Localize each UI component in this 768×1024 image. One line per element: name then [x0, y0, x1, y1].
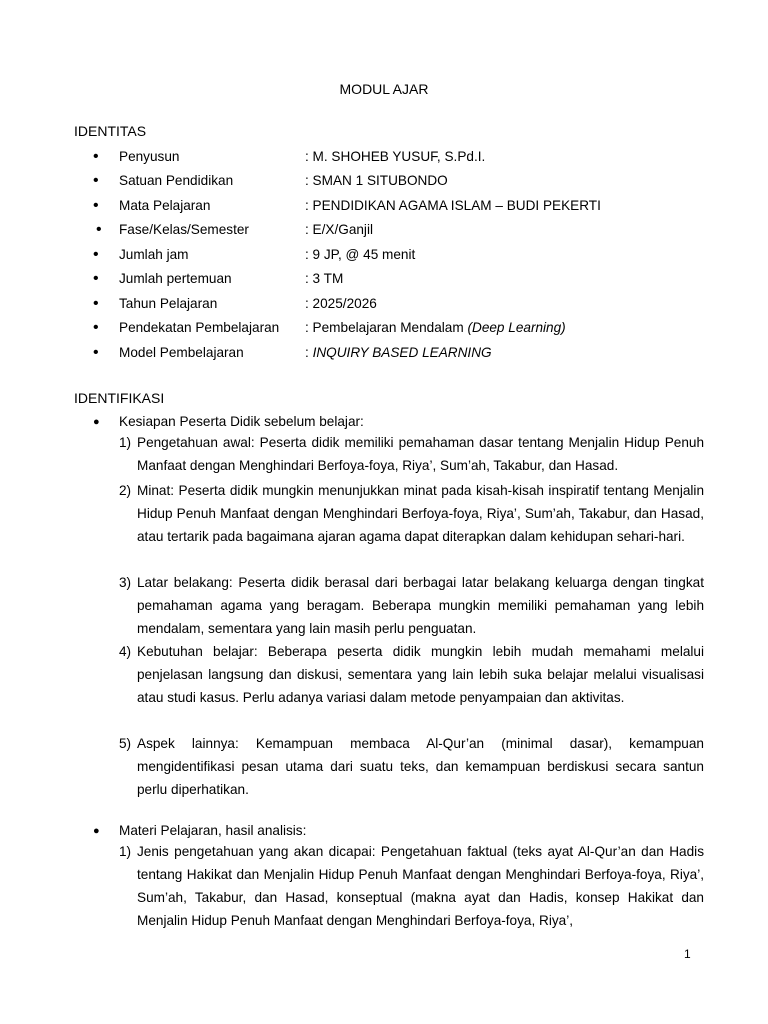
- page-number: 1: [684, 947, 691, 961]
- bullet-icon: ●: [93, 825, 100, 837]
- list-item-number: 1): [119, 844, 132, 859]
- list-item: [119, 572, 704, 641]
- identitas-value: : 2025/2026: [305, 296, 377, 311]
- identitas-value: [305, 320, 566, 335]
- identitas-row: [0, 296, 768, 314]
- kesiapan-label: Kesiapan Peserta Didik sebelum belajar:: [119, 414, 364, 429]
- identitas-value: : M. SHOHEB YUSUF, S.Pd.I.: [305, 149, 486, 164]
- identitas-value-italic: (Deep Learning): [467, 320, 566, 335]
- list-item: [119, 733, 704, 802]
- identitas-value: : 9 JP, @ 45 menit: [305, 247, 416, 262]
- identitas-row: [0, 320, 768, 338]
- identitas-label: Model Pembelajaran: [119, 345, 244, 360]
- bullet-icon: •: [93, 295, 99, 312]
- identitas-value: : 3 TM: [305, 271, 344, 286]
- list-item-text: Pengetahuan awal: Peserta didik memiliki pemahaman dasar tentang Menjalin Hidup Penuh Manfaat dengan Menghindari Berfoya-foya, Riya’, Sum’ah, Takabur, dan Hasad.: [137, 435, 704, 473]
- identitas-value-text: : Pembelajaran Mendalam: [305, 320, 468, 335]
- list-item-text: Aspek lainnya: Kemampuan membaca Al-Qur’an (minimal dasar), kemampuan mengidentifikasi pesan utama dari suatu teks, dan kemampuan berdiskusi secara santun perlu diperhatikan.: [137, 736, 704, 797]
- identitas-value-text: :: [305, 345, 313, 360]
- identitas-label: Mata Pelajaran: [119, 198, 211, 213]
- list-item-text: Kebutuhan belajar: Beberapa peserta didik mungkin lebih mudah memahami melalui penjelasan langsung dan diskusi, sementara yang lain lebih suka belajar melalui visualisasi atau studi kasus. Perlu adanya variasi dalam metode penyampaian dan aktivitas.: [137, 644, 704, 705]
- identitas-row: [0, 149, 768, 167]
- bullet-icon: ●: [93, 416, 100, 428]
- identitas-row: [0, 271, 768, 289]
- list-item-text: Latar belakang: Peserta didik berasal dari berbagai latar belakang keluarga dengan tingkat pemahaman agama yang beragam. Beberapa mungkin memiliki pemahaman yang lebih mendalam, sementara yang lain masih perlu penguatan.: [137, 575, 704, 636]
- identitas-value: [305, 345, 492, 360]
- list-item-text: Minat: Peserta didik mungkin menunjukkan minat pada kisah-kisah inspiratif tentang Menjalin Hidup Penuh Manfaat dengan Menghindari Berfoya-foya, Riya’, Sum’ah, Takabur, dan Hasad, atau tertarik pada bagaimana ajaran agama dapat diterapkan dalam kehidupan sehari-hari.: [137, 483, 704, 544]
- list-item: [119, 480, 704, 549]
- document-title: MODUL AJAR: [339, 81, 429, 97]
- bullet-icon: •: [93, 172, 99, 189]
- list-item-number: 5): [119, 736, 132, 751]
- section-heading-identitas: IDENTITAS: [74, 123, 147, 139]
- identitas-label: Tahun Pelajaran: [119, 296, 218, 311]
- section-heading-identifikasi: IDENTIFIKASI: [74, 390, 165, 406]
- list-item-number: 3): [119, 575, 132, 590]
- identitas-row: [0, 173, 768, 191]
- identitas-row: [0, 198, 768, 216]
- list-item: [119, 432, 704, 478]
- identitas-value: : E/X/Ganjil: [305, 222, 373, 237]
- bullet-icon: •: [93, 270, 99, 287]
- identitas-row: [0, 222, 768, 240]
- list-item-number: 4): [119, 644, 132, 659]
- bullet-icon: •: [93, 344, 99, 361]
- identitas-label: Jumlah pertemuan: [119, 271, 232, 286]
- bullet-icon: •: [93, 197, 99, 214]
- list-item: [119, 841, 704, 933]
- bullet-icon: •: [96, 221, 102, 238]
- list-item-number: 1): [119, 435, 132, 450]
- list-item-number: 2): [119, 483, 132, 498]
- bullet-icon: •: [93, 148, 99, 165]
- bullet-icon: •: [93, 319, 99, 336]
- identitas-value-italic: INQUIRY BASED LEARNING: [312, 345, 492, 360]
- identitas-label: Jumlah jam: [119, 247, 189, 262]
- identitas-label: Pendekatan Pembelajaran: [119, 320, 280, 335]
- bullet-icon: •: [93, 246, 99, 263]
- identitas-row: [0, 247, 768, 265]
- list-item-text: Jenis pengetahuan yang akan dicapai: Pengetahuan faktual (teks ayat Al-Qur’an dan Hadis tentang Hakikat dan Menjalin Hidup Penuh Manfaat dengan Menghindari Berfoya-foya, Riya’, Sum’ah, Takabur, dan Hasad, konseptual (makna ayat dan Hadis, konsep Hakikat dan Menjalin Hidup Penuh Manfaat dengan Menghindari Berfoya-foya, Riya’,: [137, 844, 704, 928]
- identitas-value: : PENDIDIKAN AGAMA ISLAM – BUDI PEKERTI: [305, 198, 601, 213]
- identitas-row: [0, 345, 768, 363]
- identitas-label: Satuan Pendidikan: [119, 173, 234, 188]
- materi-label: Materi Pelajaran, hasil analisis:: [119, 823, 307, 838]
- list-item: [119, 641, 704, 710]
- identitas-label: Fase/Kelas/Semester: [119, 222, 249, 237]
- identitas-label: Penyusun: [119, 149, 180, 164]
- identitas-value: : SMAN 1 SITUBONDO: [305, 173, 448, 188]
